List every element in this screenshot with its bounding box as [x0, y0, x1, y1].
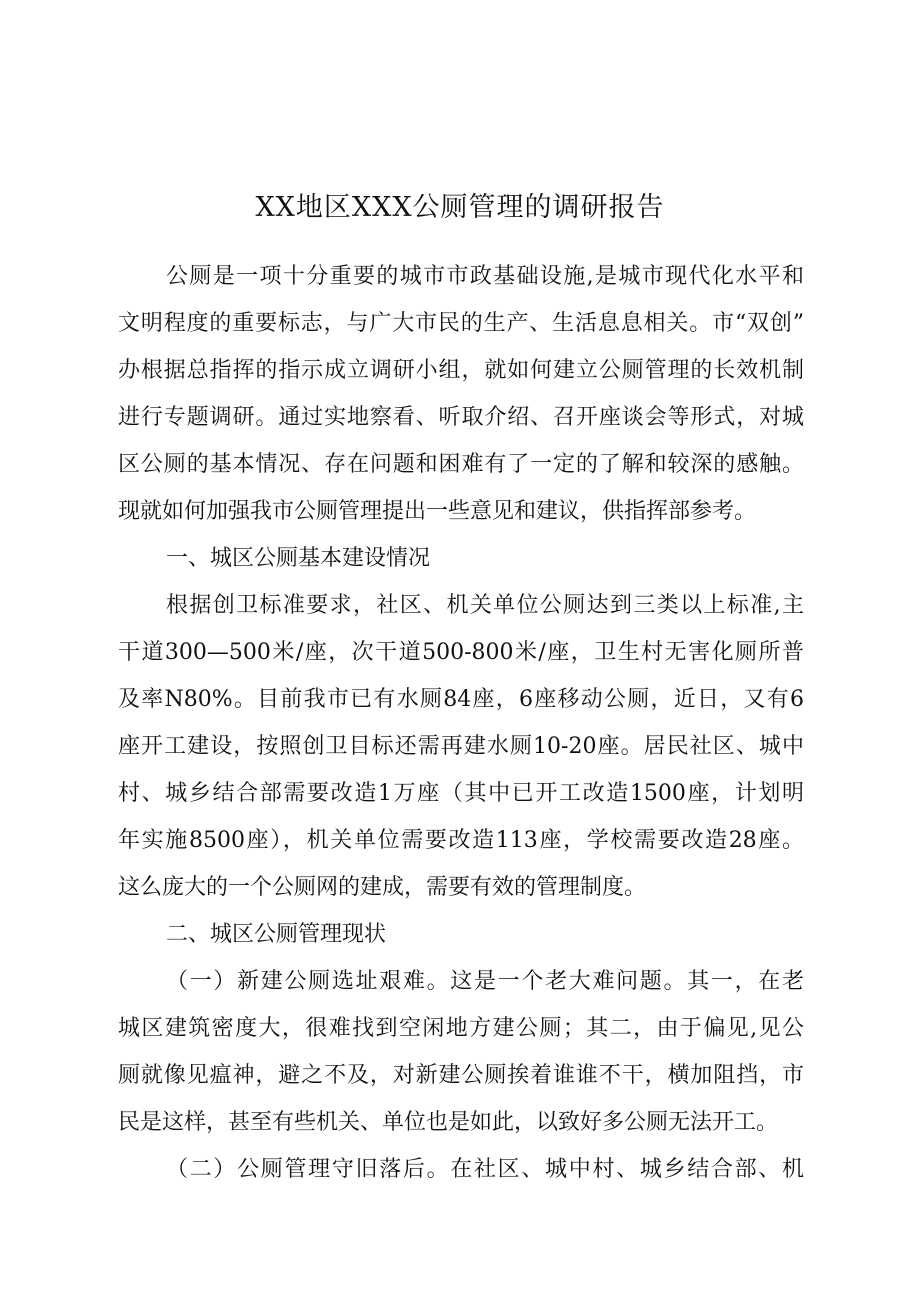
paragraph-line: 干道300—500米/座，次干道500-800米/座，卫生村无害化厕所普 [118, 640, 804, 665]
paragraph-line: 民是这样，甚至有些机关、单位也是如此，以致好多公厕无法开工。 [118, 1110, 779, 1135]
paragraph-line: 进行专题调研。通过实地察看、听取介绍、召开座谈会等形式，对城 [118, 405, 804, 430]
paragraph-line: 年实施8500座），机关单位需要改造113座，学校需要改造28座。 [118, 828, 804, 853]
paragraph-line: （二）公厕管理守旧落后。在社区、城中村、城乡结合部、机 [166, 1157, 804, 1182]
paragraph-line: 城区建筑密度大，很难找到空闲地方建公厕；其二，由于偏见,见公 [118, 1016, 804, 1041]
document-title: XX地区XXX公厕管理的调研报告 [255, 192, 665, 223]
paragraph-line: 座开工建设，按照创卫目标还需再建水厕10-20座。居民社区、城中 [118, 734, 804, 759]
paragraph-line: 区公厕的基本情况、存在问题和困难有了一定的了解和较深的感触。 [118, 452, 804, 477]
paragraph-line: 公厕是一项十分重要的城市市政基础设施,是城市现代化水平和 [166, 264, 804, 289]
document-body [118, 253, 804, 1193]
paragraph-line: 及率N80%。目前我市已有水厕84座，6座移动公厕，近日，又有6 [118, 687, 804, 712]
paragraph-line: 办根据总指挥的指示成立调研小组，就如何建立公厕管理的长效机制 [118, 358, 804, 383]
paragraph-line: 村、城乡结合部需要改造1万座（其中已开工改造1500座，计划明 [118, 781, 804, 806]
paragraph-line: 厕就像见瘟神，避之不及，对新建公厕挨着谁谁不干，横加阻挡，市 [118, 1063, 804, 1088]
paragraph-line: 这么庞大的一个公厕网的建成，需要有效的管理制度。 [118, 875, 647, 900]
paragraph-line: 文明程度的重要标志，与广大市民的生产、生活息息相关。市“双创” [118, 311, 804, 336]
section-heading: 二、城区公厕管理现状 [166, 922, 387, 947]
paragraph-line: 现就如何加强我市公厕管理提出一些意见和建议，供指挥部参考。 [118, 499, 757, 524]
section-heading: 一、城区公厕基本建设情况 [166, 546, 431, 571]
paragraph-line: （一）新建公厕选址艰难。这是一个老大难问题。其一，在老 [166, 969, 804, 994]
paragraph-line: 根据创卫标准要求，社区、机关单位公厕达到三类以上标准,主 [166, 593, 804, 618]
